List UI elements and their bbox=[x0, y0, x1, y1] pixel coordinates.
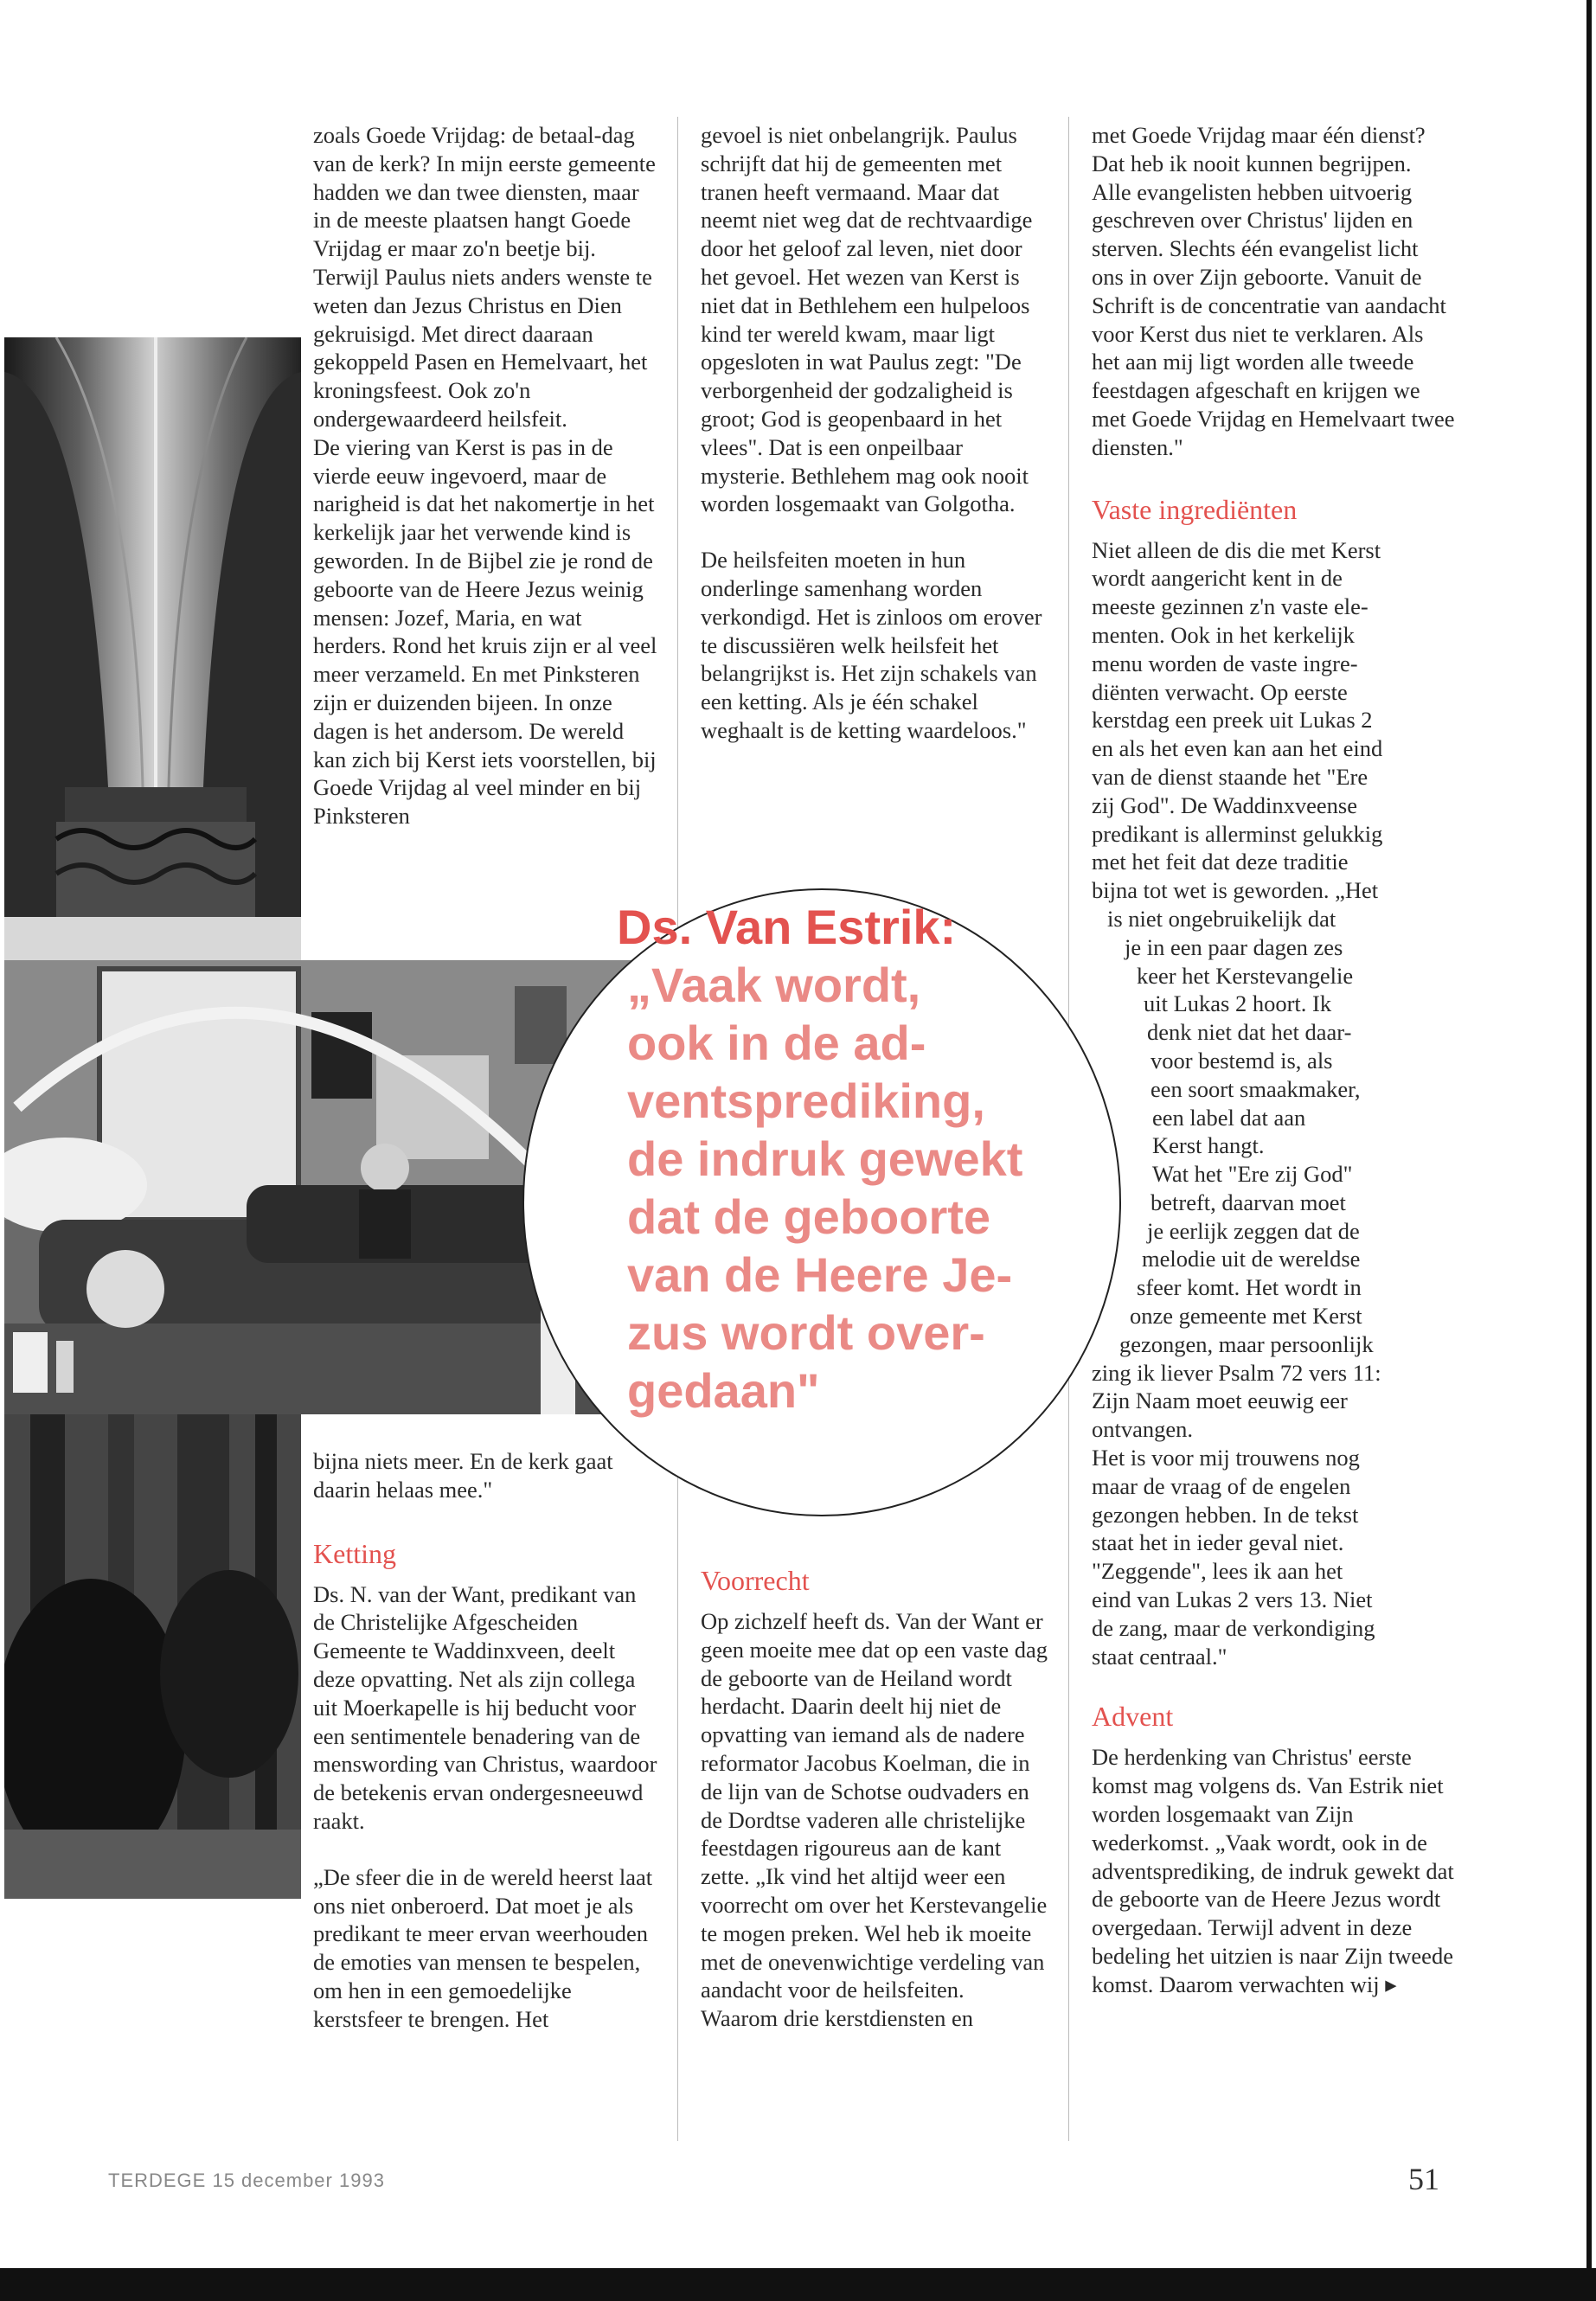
pull-quote-line: ventsprediking, bbox=[627, 1074, 985, 1128]
wrapped-line: staat het in ieder geval niet. bbox=[1092, 1529, 1344, 1556]
pull-quote-line: gedaan" bbox=[627, 1363, 820, 1418]
wrapped-line: een soort smaakmaker, bbox=[1151, 1075, 1361, 1102]
subheading-vaste-ingredienten: Vaste ingrediënten bbox=[1092, 493, 1298, 525]
paragraph: Waarom drie kerstdiensten en bbox=[701, 2005, 974, 2032]
wrapped-line: je in een paar dagen zes bbox=[1125, 933, 1343, 960]
wrapped-line: zing ik liever Psalm 72 vers 11: bbox=[1092, 1359, 1381, 1386]
paragraph: De herdenking van Christus' eerste komst mag volgens ds. Van Estrik niet worden losgemaakt van Zijn wederkomst. „Vaak wordt, ook in de adventsprediking, de indruk gewekt dat de geboorte van de Heere Jezus wordt overgedaan. Terwijl advent in deze bedeling het uitzien is naar Zijn tweede komst. Daarom verwachten wij ▸ bbox=[1092, 1744, 1454, 1997]
paragraph: De heilsfeiten moeten in hun onderlinge samenhang worden verkondigd. Het is zinloos om erover te discussiëren welk heilsfeit het belangrijkst is. Het zijn schakels van een ketting. Als je één schakel weghaalt is de ketting waardeloos." bbox=[701, 547, 1042, 743]
wrapped-line: uit Lukas 2 hoort. Ik bbox=[1144, 990, 1332, 1017]
wrapped-line: gezongen, maar persoonlijk bbox=[1119, 1330, 1374, 1357]
subheading-voorrecht: Voorrecht bbox=[701, 1565, 810, 1596]
wrapped-line: de zang, maar de verkondiging bbox=[1092, 1614, 1375, 1641]
page-edge-bottom bbox=[0, 2268, 1596, 2301]
paragraph: zoals Goede Vrijdag: de betaal-dag van de kerk? In mijn eerste gemeente hadden we dan twee diensten, maar in de meeste plaatsen hangt Goede Vrijdag er maar zo'n beetje bij. Terwijl Paulus niets anders wenste te weten dan Jezus Christus en Dien gekruisigd. Met direct daaraan gekoppeld Pasen en Hemelvaart, het kroningsfeest. Ook zo'n ondergewaardeerd heilsfeit. bbox=[313, 122, 656, 432]
wrapped-line: bijna tot wet is geworden. „Het bbox=[1092, 877, 1379, 904]
column-2-bottom bbox=[701, 1564, 1051, 2033]
wrapped-line: ontvangen. bbox=[1092, 1416, 1194, 1443]
wrapped-line: maar de vraag of de engelen bbox=[1092, 1472, 1351, 1499]
paragraph: Op zichzelf heeft ds. Van der Want er geen moeite mee dat op een vaste dag de geboorte van de Heiland wordt herdacht. Daarin deelt hij niet de opvatting van iemand als de nadere reformator Jacobus Koelman, die in de lijn van de Schotse oudvaders en de Dordtse vaderen alle christelijke feestdagen rigoureus aan de kant zette. „Ik vind het altijd weer een voorrecht om over het Kerstevangelie te mogen preken. Wel heb ik moeite met de onevenwichtige verdeling van aandacht voor de heilsfeiten. bbox=[701, 1608, 1048, 2003]
footer-publication: TERDEGE 15 december 1993 bbox=[108, 2170, 385, 2191]
wrapped-line: eind van Lukas 2 vers 13. Niet bbox=[1092, 1586, 1373, 1613]
wrapped-line: Kerst hangt. bbox=[1152, 1132, 1265, 1159]
subheading-advent: Advent bbox=[1092, 1701, 1174, 1733]
page-edge-right bbox=[1586, 0, 1592, 2301]
page-number: 51 bbox=[1408, 2162, 1439, 2196]
wrapped-line: wordt aangericht kent in de bbox=[1092, 565, 1343, 592]
column-2-top bbox=[701, 121, 1051, 745]
pull-quote-line: Ds. Van Estrik: bbox=[617, 900, 957, 954]
wrapped-line: en als het even kan aan het eind bbox=[1092, 735, 1383, 762]
wrapped-line: sfeer komt. Het wordt in bbox=[1137, 1274, 1362, 1301]
subheading-ketting: Ketting bbox=[313, 1537, 396, 1569]
wrapped-line: denk niet dat het daar- bbox=[1147, 1019, 1352, 1046]
pull-quote-line: „Vaak wordt, bbox=[627, 958, 921, 1012]
wrapped-line: "Zeggende", lees ik aan het bbox=[1092, 1558, 1343, 1585]
wrapped-line: predikant is allerminst gelukkig bbox=[1092, 820, 1383, 847]
wrapped-line: is niet ongebruikelijk dat bbox=[1107, 905, 1336, 932]
pull-quote-line: ook in de ad- bbox=[627, 1016, 926, 1070]
paragraph: Ds. N. van der Want, predikant van de Christelijke Afgescheiden Gemeente te Waddinxveen, deelt deze opvatting. Net als zijn collega uit Moerkapelle is hij beducht voor een sentimentele benadering van de menswording van Christus, waardoor de betekenis ervan ondergesneeuwd raakt. bbox=[313, 1580, 657, 1834]
paragraph: „De sfeer die in de wereld heerst laat ons niet onberoerd. Dat moet je als predikant te meer ervan weerhouden de emoties van mensen te bespelen, om hen in een gemoedelijke kerstsfeer te brengen. Het bbox=[313, 1863, 653, 2032]
wrapped-line: met het feit dat deze traditie bbox=[1092, 849, 1349, 875]
wrapped-line: meeste gezinnen z'n vaste ele- bbox=[1092, 593, 1368, 620]
wrapped-line: een label dat aan bbox=[1152, 1104, 1306, 1131]
pull-quote bbox=[617, 898, 1120, 1420]
column-3 bbox=[1092, 121, 1455, 1999]
wrapped-line: kerstdag een preek uit Lukas 2 bbox=[1092, 707, 1373, 734]
pull-quote-line: de indruk gewekt bbox=[627, 1131, 1023, 1186]
wrapped-line: Zijn Naam moet eeuwig eer bbox=[1092, 1388, 1348, 1414]
wrapped-line: diënten verwacht. Op eerste bbox=[1092, 678, 1348, 705]
wrapped-line: zij God". De Waddinxveense bbox=[1092, 792, 1357, 818]
paragraph: met Goede Vrijdag maar één dienst? Dat heb ik nooit kunnen begrijpen. Alle evangelisten hebben uitvoerig geschreven over Christus' lijden en sterven. Slechts één evangelist licht ons in over Zijn geboorte. Vanuit de Schrift is de concentratie van aandacht voor Kerst dus niet te verklaren. Als het aan mij ligt worden alle tweede feestdagen afgeschaft en krijgen we met Goede Vrijdag en Hemelvaart twee diensten." bbox=[1092, 122, 1455, 460]
wrapped-line: staat centraal." bbox=[1092, 1643, 1227, 1670]
paragraph: De viering van Kerst is pas in de vierde eeuw ingevoerd, maar de narigheid is dat het nakomertje in het kerkelijk jaar het verwende kind is geworden. In de Bijbel zie je rond de geboorte van de Heere Jezus weinig mensen: Jozef, Maria, en wat herders. Rond het kruis zijn er al veel meer verzameld. En met Pinksteren zijn er duizenden bijeen. In onze dagen is het andersom. De wereld kan zich bij Kerst iets voorstellen, bij Goede Vrijdag al veel minder en bij Pinksteren bbox=[313, 433, 657, 830]
wrapped-line: Niet alleen de dis die met Kerst bbox=[1092, 536, 1381, 563]
paragraph: gevoel is niet onbelangrijk. Paulus schrijft dat hij de gemeenten met tranen heeft vermaand. Maar dat neemt niet weg dat de rechtvaardige door het geloof zal leven, niet door het gevoel. Het wezen van Kerst is niet dat in Bethlehem een hulpeloos kind ter wereld kwam, maar ligt opgesloten in wat Paulus zegt: "De verborgenheid der godzaligheid is groot; God is geopenbaard in het vlees". Dat is een onpeilbaar mysterie. Bethlehem mag ook nooit worden losgemaakt van Golgotha. bbox=[701, 122, 1033, 517]
wrapped-line: menten. Ook in het kerkelijk bbox=[1092, 621, 1355, 648]
paragraph-continuation: bijna niets meer. En de kerk gaat daarin helaas mee." bbox=[313, 1448, 613, 1503]
wrapped-line: gezongen hebben. In de tekst bbox=[1092, 1501, 1359, 1528]
wrapped-line: Het is voor mij trouwens nog bbox=[1092, 1445, 1360, 1471]
pull-quote-line: dat de geboorte bbox=[627, 1189, 991, 1244]
wrapped-line: keer het Kerstevangelie bbox=[1137, 962, 1354, 989]
wrapped-line: menu worden de vaste ingre- bbox=[1092, 650, 1358, 676]
wrapped-line: melodie uit de wereldse bbox=[1142, 1246, 1361, 1272]
wrapped-line: betreft, daarvan moet bbox=[1151, 1189, 1346, 1215]
photo-church-interior bbox=[4, 1414, 301, 1899]
church-interior-illustration bbox=[4, 1414, 301, 1899]
wrapped-line: voor bestemd is, als bbox=[1151, 1047, 1333, 1074]
column-1-top bbox=[313, 121, 659, 830]
pull-quote-line: zus wordt over- bbox=[627, 1305, 985, 1360]
church-column-illustration bbox=[4, 337, 301, 960]
photo-church-column bbox=[4, 337, 301, 960]
wrapped-paragraph bbox=[1092, 536, 1455, 1671]
wrapped-line: Wat het "Ere zij God" bbox=[1152, 1161, 1353, 1188]
wrapped-line: onze gemeente met Kerst bbox=[1130, 1303, 1362, 1330]
wrapped-line: van de dienst staande het "Ere bbox=[1092, 763, 1368, 790]
wrapped-line: je eerlijk zeggen dat de bbox=[1147, 1217, 1360, 1244]
column-1-bottom bbox=[313, 1447, 659, 2034]
pull-quote-line: van de Heere Je- bbox=[627, 1247, 1013, 1302]
